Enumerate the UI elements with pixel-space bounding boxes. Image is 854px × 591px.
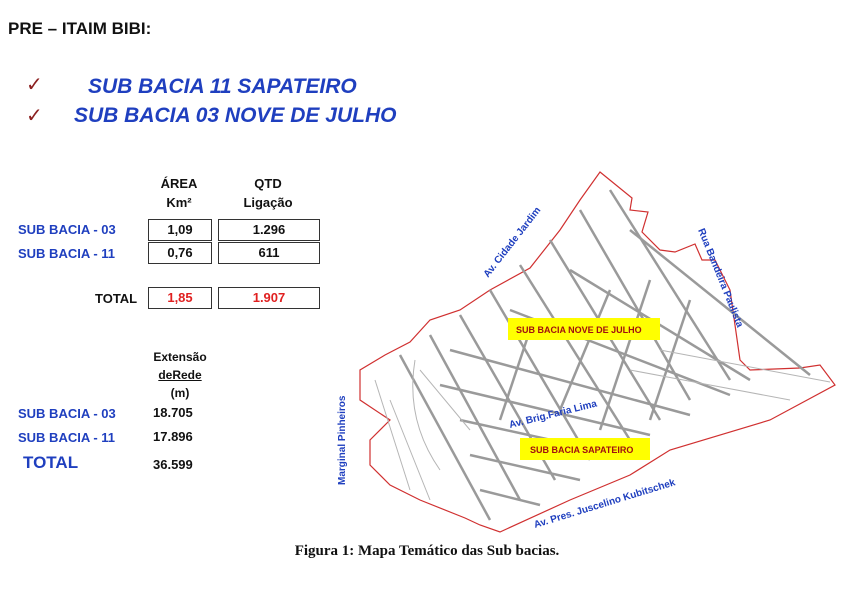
thematic-map [330,170,850,542]
box-nove-de-julho-label: SUB BACIA NOVE DE JULHO [516,325,642,335]
area-cell-bacia-11: 0,76 [148,242,212,264]
road-label-bandeira-paulista: Rua Bandeira Paulista [695,227,745,330]
row-label-bacia-11: SUB BACIA - 11 [18,246,116,261]
road-label-marginal: Marginal Pinheiros [337,395,348,485]
road-label-faria-lima: Av. Brig.Faria Lima [508,398,599,431]
row-label-bacia-03: SUB BACIA - 03 [18,222,116,237]
road-label-juscelino: Av. Pres. Juscelino Kubitschek [532,477,677,531]
extension-header-line2: deRede [158,368,202,382]
check-icon: ✓ [26,103,43,127]
extension-header-line1: Extensão [153,350,207,364]
total-label: TOTAL [95,291,138,306]
extension-header-line3: (m) [170,386,190,400]
ext-row-label-bacia-11: SUB BACIA - 11 [18,430,116,445]
figure-caption: Figura 1: Mapa Temático das Sub bacias. [294,543,560,559]
area-cell-bacia-03: 1,09 [148,219,212,241]
area-header-line1: ÁREA [160,176,198,191]
ext-total-value: 36.599 [153,457,193,472]
ext-total-label: TOTAL [23,453,79,472]
map-boundary [360,172,835,532]
qtd-cell-bacia-03: 1.296 [218,219,320,241]
road-label-cidade-jardim: Av. Cidade Jardim [481,205,544,280]
area-header-line2: Km² [166,195,192,210]
total-area-cell: 1,85 [148,287,212,309]
qtd-header [218,176,318,210]
qtd-header-line2: Ligação [243,195,293,210]
check-icon: ✓ [26,72,43,96]
qtd-cell-bacia-11: 611 [218,242,320,264]
checklist-item-sapateiro: SUB BACIA 11 SAPATEIRO [88,75,357,98]
ext-value-bacia-11: 17.896 [153,429,193,444]
box-sapateiro-label: SUB BACIA SAPATEIRO [530,445,634,455]
area-header [148,176,210,210]
page-heading: PRE – ITAIM BIBI: [8,19,152,38]
qtd-header-line1: QTD [254,176,282,191]
total-qtd-cell: 1.907 [218,287,320,309]
ext-row-label-bacia-03: SUB BACIA - 03 [18,406,116,421]
street-grid [400,190,810,520]
ext-value-bacia-03: 18.705 [153,405,193,420]
checklist-item-nove-de-julho: SUB BACIA 03 NOVE DE JULHO [74,104,397,127]
extension-header [140,348,220,402]
